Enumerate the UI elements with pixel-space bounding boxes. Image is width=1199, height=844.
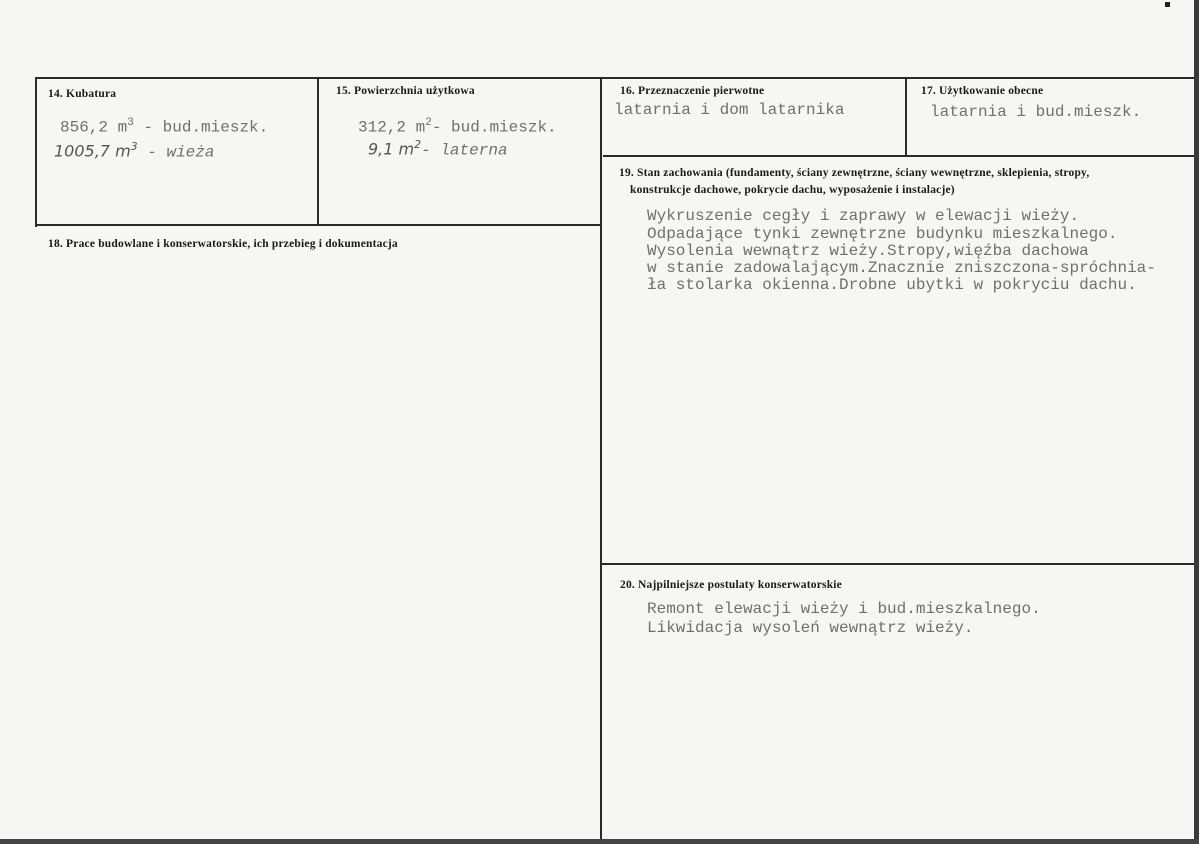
card-edge-bottom	[0, 839, 1199, 844]
field-14-label: 14. Kubatura	[48, 88, 117, 100]
divider-right-mid	[601, 563, 1196, 565]
field-20-line: Remont elewacji wieży i bud.mieszkalnego.	[647, 600, 1041, 618]
field-19-line: w stanie zadowalającym.Znacznie zniszczona-spróchnia-	[647, 259, 1156, 277]
divider-row1-right	[603, 155, 1196, 157]
field-19-line: Wysolenia wewnątrz wieży.Stropy,więźba dachowa	[647, 242, 1089, 260]
field-14-line2: 1005,7 $m^3$ - wieża	[54, 140, 215, 162]
divider-main	[600, 77, 602, 839]
field-19-line: Wykruszenie cegły i zaprawy w elewacji wieży.	[647, 207, 1080, 225]
field-17-label: 17. Użytkowanie obecne	[921, 85, 1044, 97]
field-19-label-line1: 19. Stan zachowania (fundamenty, ściany zewnętrzne, ściany wewnętrzne, sklepienia, stropy,	[619, 167, 1090, 179]
field-17-value: latarnia i bud.mieszk.	[930, 103, 1142, 121]
field-15-line2: 9,1 $m^2-$ laterna	[368, 138, 508, 160]
divider-row1-left	[36, 224, 602, 226]
divider-top	[36, 77, 1196, 79]
divider-16-17	[905, 77, 907, 156]
field-20-label: 20. Najpilniejsze postulaty konserwatorskie	[620, 579, 842, 591]
card-edge-right	[1194, 0, 1199, 844]
field-16-value: latarnia i dom latarnika	[614, 101, 845, 119]
field-16-label: 16. Przeznaczenie pierwotne	[620, 85, 765, 97]
field-18-label: 18. Prace budowlane i konserwatorskie, ich przebieg i dokumentacja	[48, 238, 398, 250]
border-left	[35, 77, 37, 227]
field-19-label-line2: konstrukcje dachowe, pokrycie dachu, wyposażenie i instalacje)	[630, 184, 955, 196]
field-19-line: Odpadające tynki zewnętrzne budynku mieszkalnego.	[647, 225, 1118, 243]
corner-mark	[1165, 2, 1170, 7]
field-15-line1: 312,2 $m^2-$ bud.mieszk.	[358, 117, 557, 137]
divider-14-15	[317, 77, 319, 225]
field-20-line: Likwidacja wysoleń wewnątrz wieży.	[647, 619, 974, 637]
field-14-line1: 856,2 $m^3$ - bud.mieszk.	[60, 117, 269, 137]
field-19-line: ła stolarka okienna.Drobne ubytki w pokryciu dachu.	[647, 276, 1137, 294]
field-15-label: 15. Powierzchnia użytkowa	[336, 85, 475, 97]
